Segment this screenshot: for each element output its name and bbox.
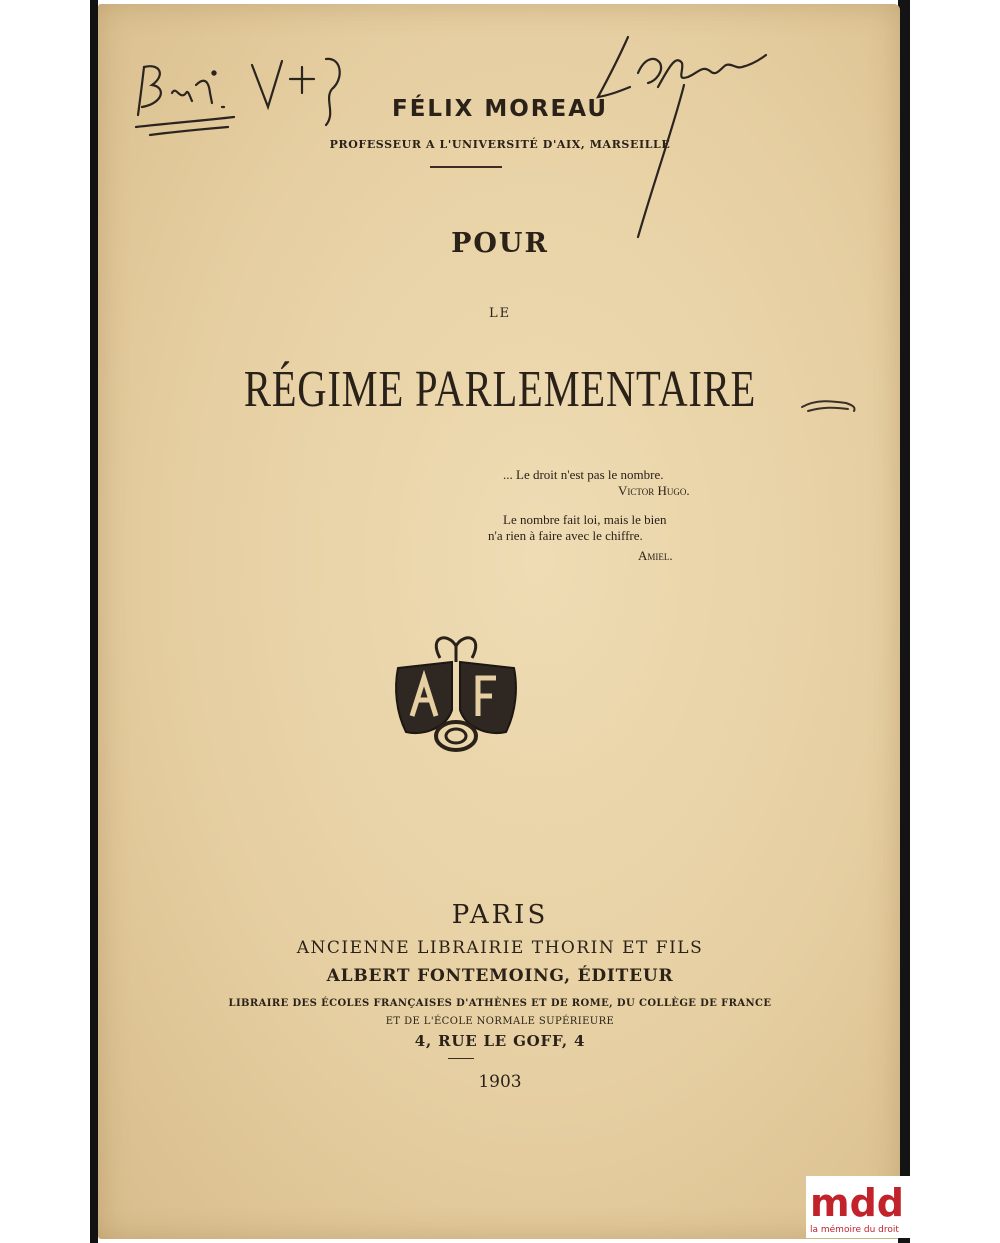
publisher-line-4: ET DE L'ÉCOLE NORMALE SUPÉRIEURE — [385, 1016, 615, 1027]
epigraph-1-quote: ... Le droit n'est pas le nombre. — [503, 467, 664, 482]
title-le: LE — [488, 306, 512, 321]
publisher-monogram-emblem-icon — [388, 632, 524, 758]
epigraph-2-author: Amiel. — [638, 548, 673, 563]
publisher-city: PARIS — [451, 900, 549, 930]
divider-rule — [430, 166, 502, 168]
mdd-watermark-logo — [806, 1176, 916, 1238]
main-title: RÉGIME PARLEMENTAIRE — [243, 361, 757, 418]
epigraph-2-quote-line2: n'a rien à faire avec le chiffre. — [488, 528, 643, 543]
svg-text:mdd: mdd — [810, 1181, 904, 1225]
svg-text:la mémoire du droit: la mémoire du droit — [810, 1225, 899, 1235]
divider-rule-bottom — [448, 1058, 474, 1059]
publisher-line-1: ANCIENNE LIBRAIRIE THORIN ET FILS — [296, 938, 704, 958]
author-affiliation: PROFESSEUR A L'UNIVERSITÉ D'AIX, MARSEILLE — [329, 138, 671, 151]
publication-year: 1903 — [478, 1072, 522, 1092]
handwritten-annotation-left — [130, 45, 370, 140]
epigraph-1-author: Victor Hugo. — [618, 483, 690, 498]
scan-border-left — [90, 0, 98, 1243]
publisher-address: 4, RUE LE GOFF, 4 — [414, 1032, 586, 1050]
epigraph-2-quote-line1: Le nombre fait loi, mais le bien — [503, 512, 667, 527]
title-pour: POUR — [451, 228, 549, 259]
publisher-line-3: LIBRAIRE DES ÉCOLES FRANÇAISES D'ATHÈNES ET DE ROME, DU COLLÈGE DE FRANCE — [228, 998, 772, 1009]
author-name: FÉLIX MOREAU — [391, 96, 608, 122]
publisher-line-2: ALBERT FONTEMOING, ÉDITEUR — [326, 966, 674, 986]
